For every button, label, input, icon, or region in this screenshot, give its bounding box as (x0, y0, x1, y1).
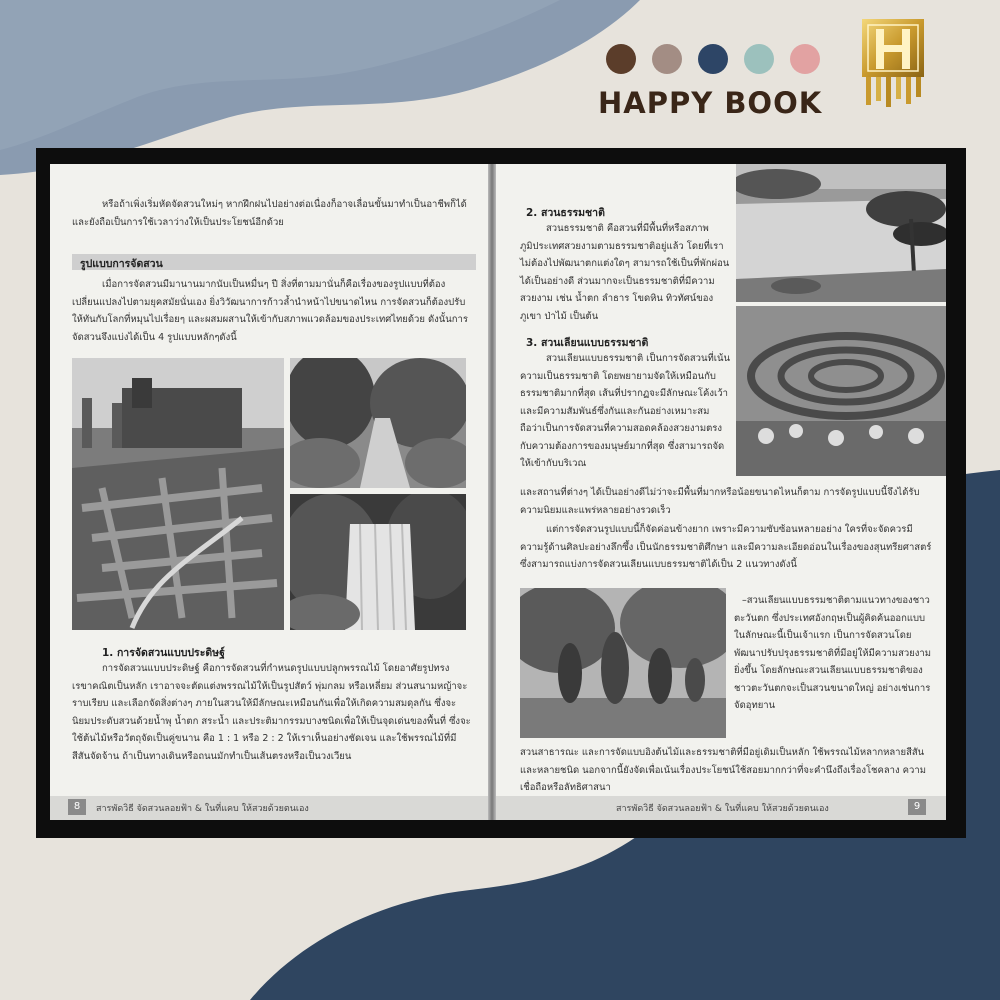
formal-garden-paragraph: การจัดสวนแบบประดิษฐ์ คือการจัดสวนที่กำหนดรูปแบบปลูกพรรณไม้ โดยอาศัยรูปทรงเรขาคณิตเป็นหลัก เราอาจจะตัดแต่งพรรณไม้ให้เป็นรูปสัตว์ พุ่มกลม หรือเหลี่ยม ส่วนสนามหญ้าจะราบเรียบ และเลือกจัดสิ่งต่างๆ ภายในสวนให้มีลักษณะเหมือนกันเพื่อให้เกิดความสมดุลกัน ซึ่งจะนิยมประดับสวนด้วยน้ำพุ น้ำตก สระน้ำ และประติมากรรมบางชนิดเพื่อให้เป็นจุดเด่นของพื้นที่ ซึ่งจะใช้ต้นไม้หรือวัตถุจัดเป็นคู่ขนาน คือ 1 : 1 หรือ 2 : 2 ให้เราเห็นอย่างชัดเจน และใช้พรรณไม้ที่มีสีสันจัดจ้าน ถ้าเป็นทางเดินหรือถนนมักทำเป็นเส้นตรงหรือเป็นวงเวียน (72, 663, 471, 762)
western-style-paragraph: –สวนเลียนแบบธรรมชาติตามแนวทางของชาวตะวันตก ซึ่งประเทศอังกฤษเป็นผู้คิดค้นออกแบบในลักษณะนี้เป็นเจ้าแรก เป็นการจัดสวนโดยพัฒนาปรับปรุงธรรมชาติที่มีอยู่ให้มีความสวยงามยิ่งขึ้น โดยลักษณะสวนเลียนแบบธรรมชาติของชาวตะวันตกจะเป็นสวนขนาดใหญ่ อย่างเช่นการจัดอุทยาน (734, 595, 932, 711)
book-spine (488, 164, 496, 820)
photo-garden-path (290, 358, 466, 488)
brand-name: HAPPY BOOK (598, 86, 823, 120)
photo-waterfall (290, 494, 466, 630)
page-number: 8 (68, 799, 86, 815)
right-page (496, 164, 946, 820)
left-footer (50, 796, 488, 820)
footer-title: สารพัดวิธี จัดสวนลอยฟ้า & ในที่แคบ ให้สวยด้วยตนเอง (96, 804, 309, 814)
page-number: 9 (908, 799, 926, 815)
imitation-garden-paragraph-3: แต่การจัดสวนรูปแบบนี้ก็จัดค่อนข้างยาก เพราะมีความซับซ้อนหลายอย่าง ใครที่จะจัดควรมีความรู้ด้านศิลปะอย่างลึกซึ้ง เป็นนักธรรมชาติศึกษา และมีความละเอียดอ่อนในเรื่องของสุนทรียศาสตร์ ซึ่งสามารถแบ่งการจัดสวนเลียนแบบธรรมชาติได้เป็น 2 แนวทางดังนี้ (520, 524, 932, 570)
natural-garden-paragraph: สวนธรรมชาติ คือสวนที่มีพื้นที่หรือสภาพภูมิประเทศสวยงามตามธรรมชาติอยู่แล้ว โดยที่เราไม่ต้องไปพัฒนาตกแต่งใดๆ สามารถใช้เป็นที่พักผ่อนได้เป็นอย่างดี ส่วนมากจะเป็นธรรมชาติที่มีความสวยงาม เช่น น้ำตก ลำธาร โขดหิน ทิวทัศน์ของภูเขา ป่าไม้ เป็นต้น (520, 223, 730, 322)
open-book (36, 148, 966, 838)
heading-natural-garden: 2. สวนธรรมชาติ (526, 207, 605, 219)
left-page (50, 164, 488, 820)
photo-topiary-garden (520, 588, 726, 738)
color-dot-pink (790, 44, 820, 74)
right-footer (496, 796, 946, 820)
photo-japanese-pond (736, 164, 946, 302)
color-dot-taupe (652, 44, 682, 74)
imitation-garden-paragraph-2: และสถานที่ต่างๆ ได้เป็นอย่างดีไม่ว่าจะมีพื้นที่มากหรือน้อยขนาดไหนก็ตาม การจัดรูปแบบนี้จึงได้รับความนิยมและแพร่หลายอย่างรวดเร็ว (520, 487, 920, 516)
photo-maze-garden (72, 358, 284, 630)
western-style-paragraph-2: สวนสาธารณะ และการจัดแบบอิงต้นไม้และธรรมชาติที่มีอยู่เดิมเป็นหลัก ใช้พรรณไม้หลากหลายสีสันและหลายชนิด นอกจากนี้ยังจัดเพื่อเน้นเรื่องประโยชน์ใช้สอยมากกว่าที่จะคำนึงถึงเรื่องโชคลาง ความเชื่อถือหรือลัทธิศาสนา (520, 747, 926, 793)
section-paragraph: เมื่อการจัดสวนมีมานานมากนับเป็นหมื่นๆ ปี สิ่งที่ตามมานั่นก็คือเรื่องของรูปแบบที่ต้องเปลี่ยนแปลงไปตามยุคสมัยนั่นเอง ยิ่งวิวัฒนาการก้าวล้ำนำหน้าไปขนาดไหน การจัดสวนก็ต้องปรับให้ทันกับโลกที่หมุนไปเรื่อยๆ และผสมผสานให้เข้ากับสภาพแวดล้อมของประเทศไทยด้วย ดังนั้นการจัดสวนจึงแบ่งได้เป็น 4 รูปแบบหลักๆดังนี้ (72, 279, 468, 343)
color-dot-mint (744, 44, 774, 74)
subheading-formal-garden: 1. การจัดสวนแบบประดิษฐ์ (102, 647, 225, 659)
heading-imitation-garden: 3. สวนเลียนแบบธรรมชาติ (526, 337, 649, 349)
footer-title: สารพัดวิธี จัดสวนลอยฟ้า & ในที่แคบ ให้สวยด้วยตนเอง (616, 804, 829, 814)
section-title: รูปแบบการจัดสวน (80, 258, 163, 270)
intro-paragraph: หรือถ้าเพิ่งเริ่มหัดจัดสวนใหม่ๆ หากฝึกฝนไปอย่างต่อเนื่องก็อาจเลื่อนขั้นมาทำเป็นอาชีพก็ได้ และยังถือเป็นการใช้เวลาว่างให้เป็นประโยชน์อีกด้วย (72, 199, 467, 228)
photo-spiral-hedge (736, 306, 946, 476)
color-dot-brown (606, 44, 636, 74)
color-dot-navy (698, 44, 728, 74)
brand-header (598, 36, 858, 120)
imitation-garden-paragraph: สวนเลียนแบบธรรมชาติ เป็นการจัดสวนที่เน้นความเป็นธรรมชาติ โดยพยายามจัดให้เหมือนกับธรรมชาติมากที่สุด เส้นที่ปรากฏจะมีลักษณะโค้งเว้า และมีความสัมพันธ์ซึ่งกันและกันอย่างเหมาะสม ถือว่าเป็นการจัดสวนที่ความสอดคล้องสวยงามตรงกับความต้องการของมนุษย์มากที่สุด ซึ่งสามารถจัดให้เข้ากับบริเวณ (520, 353, 730, 469)
happy-book-logo-icon (860, 17, 926, 109)
